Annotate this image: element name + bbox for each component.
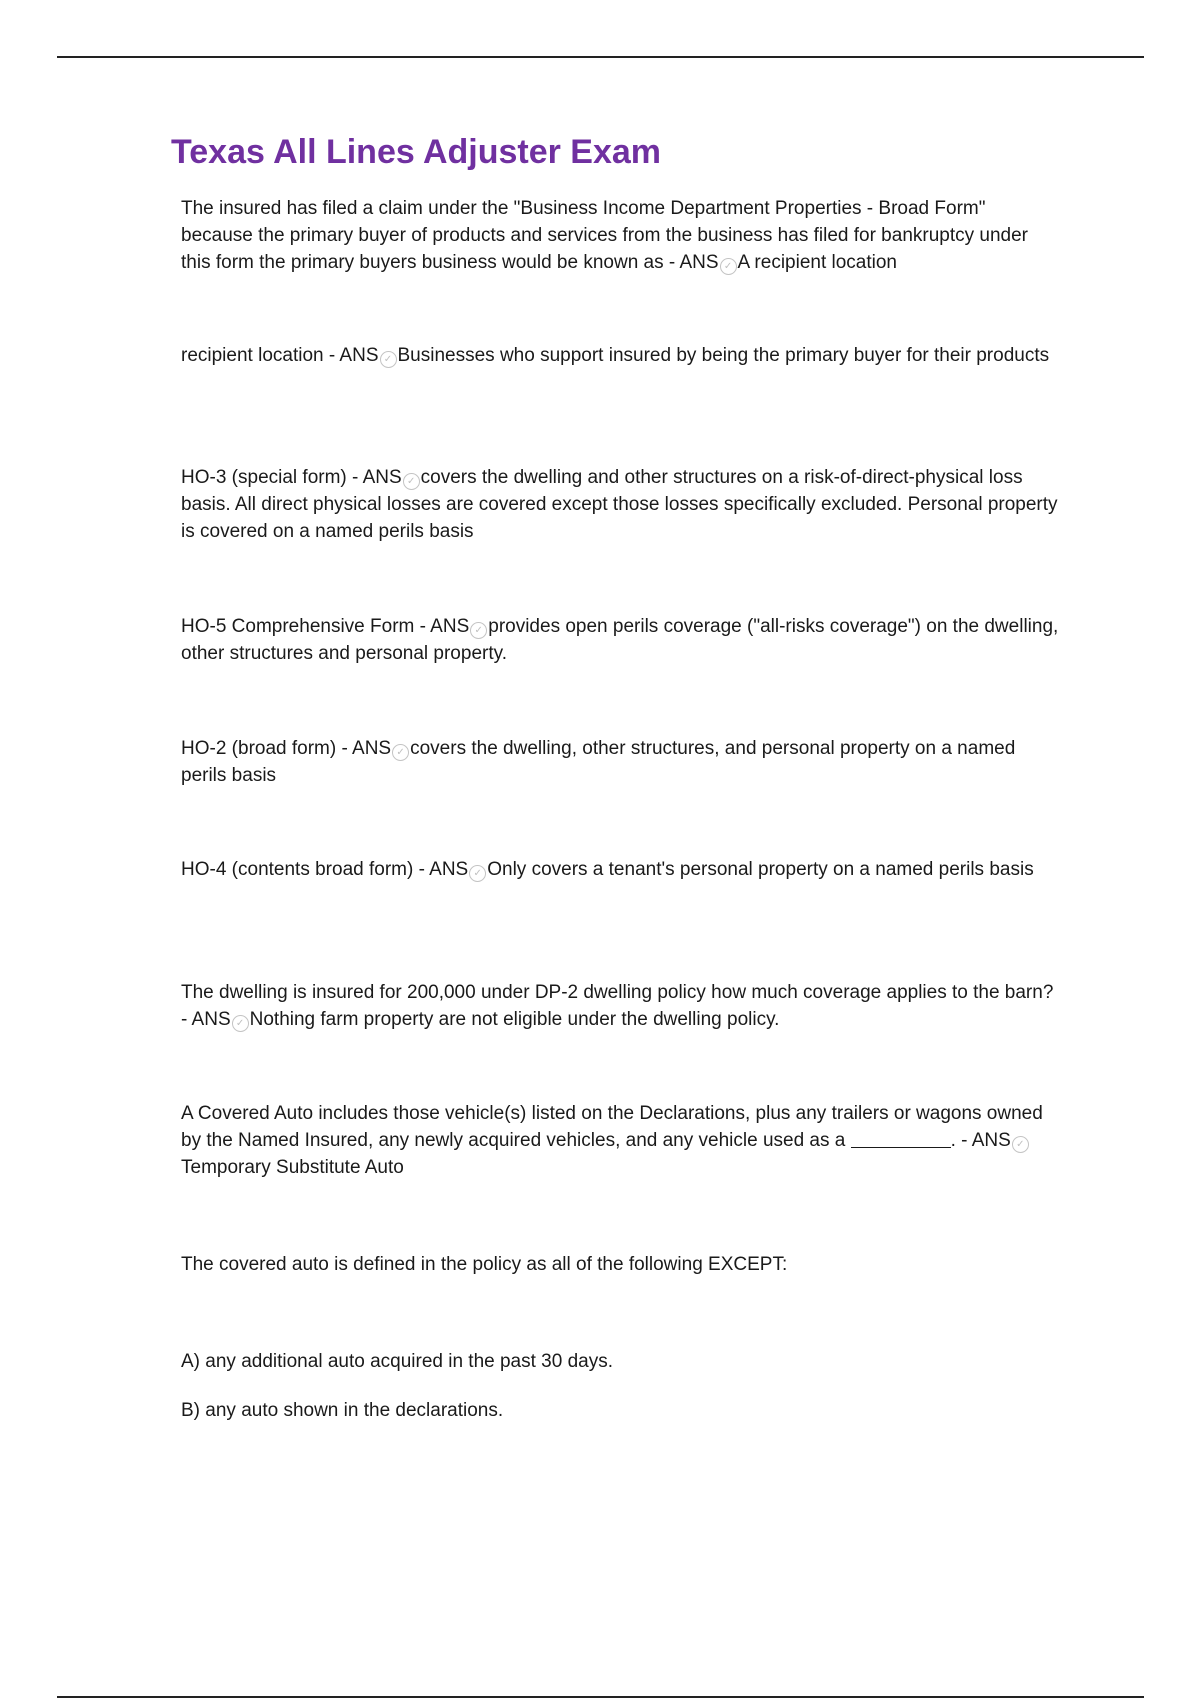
qa-item-5 [181,735,1061,789]
qa-item-1 [181,195,1061,276]
check-circle-icon: ✓ [469,865,486,882]
question-text: HO-4 (contents broad form) [181,859,414,880]
qa-item-6 [181,856,1061,883]
document-title: Texas All Lines Adjuster Exam [171,133,662,171]
answer-prefix: - ANS [955,1130,1011,1151]
qa-item-7 [181,979,1061,1033]
qa-item-3 [181,464,1061,545]
answer-prefix: - ANS [414,616,470,637]
qa-item-2 [181,342,1061,369]
answer-prefix: - ANS [346,467,402,488]
answer-text: covers the dwelling and other structures on a risk-of-direct-physical loss basis. All direct physical losses are covered except those losses specifically excluded. Personal property is covered on a named perils basis [181,467,1058,542]
answer-prefix: - ANS [663,252,719,273]
answer-text: provides open perils coverage ("all-risks coverage") on the dwelling, other structures and personal property. [181,616,1059,664]
option-b: B) any auto shown in the declarations. [181,1400,504,1421]
qa-item-8 [181,1100,1061,1181]
answer-text: Nothing farm property are not eligible under the dwelling policy. [249,1009,780,1030]
question-text: HO-2 (broad form) [181,738,337,759]
check-circle-icon: ✓ [232,1015,249,1032]
qa-item-4 [181,613,1061,667]
check-circle-icon: ✓ [392,744,409,761]
option-a: A) any additional auto acquired in the past 30 days. [181,1351,614,1372]
check-circle-icon: ✓ [470,622,487,639]
answer-prefix: - ANS [336,738,392,759]
question-text: HO-5 Comprehensive Form [181,616,415,637]
question-end: . [950,1130,956,1151]
check-circle-icon: ✓ [720,258,737,275]
answer-text: A recipient location [737,252,898,273]
answer-text: Temporary Substitute Auto [181,1157,404,1178]
question-text: HO-3 (special form) [181,467,347,488]
header-rule [57,56,1144,58]
open-question: The covered auto is defined in the policy as all of the following EXCEPT: [181,1254,788,1275]
question-text: recipient location [181,345,324,366]
fill-in-blank [851,1129,951,1148]
footer-rule [57,1696,1144,1698]
answer-text: Only covers a tenant's personal property on a named perils basis [487,859,1034,880]
answer-prefix: - ANS [323,345,379,366]
answer-prefix: - ANS [413,859,469,880]
answer-text: Businesses who support insured by being the primary buyer for their products [397,345,1050,366]
question-text: The dwelling is insured for 200,000 under DP-2 dwelling policy how much coverage applies to the barn? [181,982,1054,1003]
question-text: The insured has filed a claim under the "Business Income Department Properties - Broad Form" because the primary buyer of products and services from the business has filed for bankruptcy under this form the primary buyers business would be known as [181,198,1028,273]
check-circle-icon: ✓ [403,473,420,490]
check-circle-icon: ✓ [380,351,397,368]
question-text: A Covered Auto includes those vehicle(s) listed on the Declarations, plus any trailers or wagons owned by the Named Insured, any newly acquired vehicles, and any vehicle used as a [181,1103,1043,1151]
answer-prefix: - ANS [181,1009,231,1030]
check-circle-icon: ✓ [1012,1136,1029,1153]
answer-text: covers the dwelling, other structures, and personal property on a named perils basis [181,738,1016,786]
